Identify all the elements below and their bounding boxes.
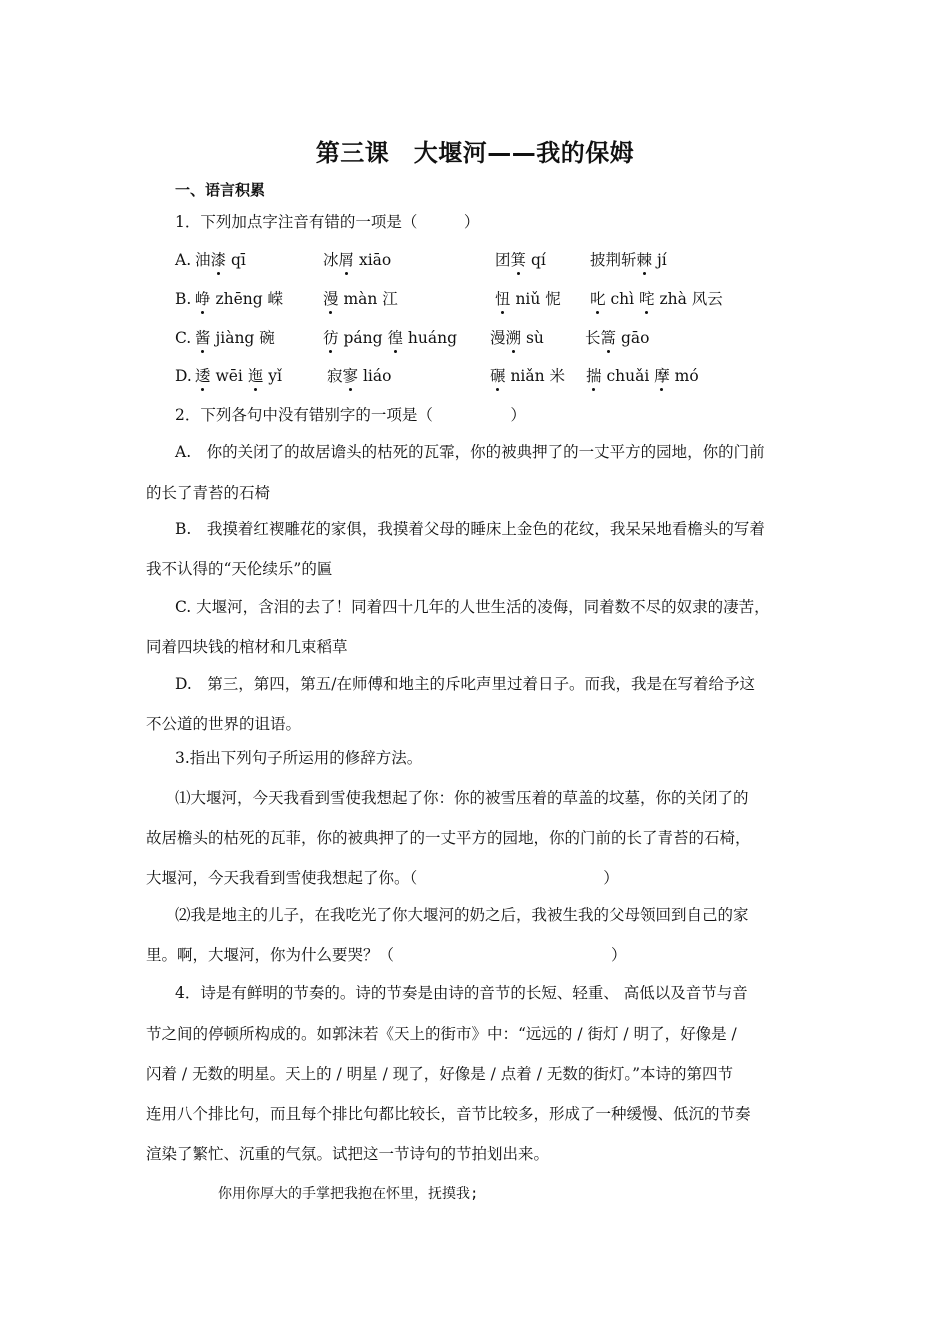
- question-2-option-a-line-1: A. 你的关闭了的故居谵头的枯死的瓦霏，你的被典押了的一丈平方的园地，你的门前: [175, 443, 765, 461]
- question-3-sentence-2-line-2: 里。啊，大堰河，你为什么要哭？（ ）: [146, 946, 627, 964]
- option-b-item-1: 峥 zhēng 嵘: [195, 290, 284, 308]
- question-3-sentence-1-line-1: ⑴大堰河，今天我看到雪使我想起了你：你的被雪压着的草盖的坟墓，你的关闭了的: [175, 789, 749, 807]
- question-3-sentence-1-line-3: 大堰河，今天我看到雪使我想起了你。（ ）: [146, 869, 619, 887]
- option-d-item-3: 碾 niǎn 米: [490, 367, 566, 385]
- poem-line: 你用你厚大的手掌把我抱在怀里，抚摸我;: [218, 1186, 479, 1202]
- option-a-label: A.: [175, 251, 192, 269]
- section-heading: 一、语言积累: [175, 181, 266, 199]
- question-2-option-a-line-2: 的长了青苔的石椅: [146, 484, 271, 502]
- question-2-option-c-line-2: 同着四块钱的棺材和几束稻草: [146, 638, 348, 656]
- question-4-line-1: 4．诗是有鲜明的节奏的。诗的节奏是由诗的音节的长短、轻重、 高低以及音节与音: [175, 984, 748, 1002]
- question-3-stem: 3.指出下列句子所运用的修辞方法。: [175, 749, 423, 767]
- option-c-item-1: 酱 jiàng 碗: [195, 329, 275, 347]
- question-4-line-5: 渲染了繁忙、沉重的气氛。试把这一节诗句的节拍划出来。: [146, 1145, 550, 1163]
- option-a-item-3: 团箕 qí: [495, 251, 546, 269]
- question-3-sentence-2-line-1: ⑵我是地主的儿子，在我吃光了你大堰河的奶之后，我被生我的父母领回到自己的家: [175, 906, 749, 924]
- option-a-item-1: 油漆 qī: [195, 251, 246, 269]
- option-b-item-4: 叱 chì 咤 zhà 风云: [590, 290, 723, 308]
- option-c-item-4: 长篙 gāo: [585, 329, 650, 347]
- option-a-item-4: 披荆斩棘 jí: [590, 251, 667, 269]
- option-b-label: B.: [175, 290, 192, 308]
- option-c-label: C.: [175, 329, 192, 347]
- option-d-item-2: 寂寥 liáo: [327, 367, 392, 385]
- question-2-option-d-line-2: 不公道的世界的诅语。: [146, 715, 302, 733]
- option-c-item-2: 彷 páng 徨 huáng: [323, 329, 457, 347]
- question-2-option-c-line-1: C. 大堰河，含泪的去了！同着四十几年的人世生活的凌侮，同着数不尽的奴隶的凄苦，: [175, 598, 770, 616]
- question-4-line-3: 闪着 / 无数的明星。天上的 / 明星 / 现了，好像是 / 点着 / 无数的街灯。”本诗的第四节: [146, 1065, 734, 1083]
- question-4-line-4: 连用八个排比句，而且每个排比句都比较长，音节比较多，形成了一种缓慢、低沉的节奏: [146, 1105, 751, 1123]
- question-2-option-b-line-2: 我不认得的“天伦续乐”的匾: [146, 560, 333, 578]
- page-title: 第三课 大堰河——我的保姆: [315, 139, 635, 167]
- question-4-line-2: 节之间的停顿所构成的。如郭沫若《天上的街市》中：“远远的 / 街灯 / 明了，好像是 /: [146, 1025, 737, 1043]
- option-b-item-3: 忸 niǔ 怩: [495, 290, 561, 308]
- option-a-item-2: 冰屑 xiāo: [323, 251, 392, 269]
- option-d-item-1: 逶 wēi 迤 yǐ: [195, 367, 282, 385]
- option-d-item-4: 揣 chuǎi 摩 mó: [586, 367, 699, 385]
- question-3-sentence-1-line-2: 故居檐头的枯死的瓦菲，你的被典押了的一丈平方的园地，你的门前的长了青苔的石椅，: [146, 829, 751, 847]
- question-2-stem: 2．下列各句中没有错别字的一项是（ ）: [175, 406, 526, 424]
- question-2-option-b-line-1: B. 我摸着红褉雕花的家俱，我摸着父母的睡床上金色的花纹，我呆呆地看檐头的写着: [175, 520, 765, 538]
- question-1-stem: 1．下列加点字注音有错的一项是（ ）: [175, 213, 480, 231]
- question-2-option-d-line-1: D. 第三，第四，第五/在师傅和地主的斥叱声里过着日子。而我，我是在写着给予这: [175, 675, 756, 693]
- option-d-label: D.: [175, 367, 192, 385]
- option-c-item-3: 漫溯 sù: [490, 329, 544, 347]
- option-b-item-2: 漫 màn 江: [323, 290, 398, 308]
